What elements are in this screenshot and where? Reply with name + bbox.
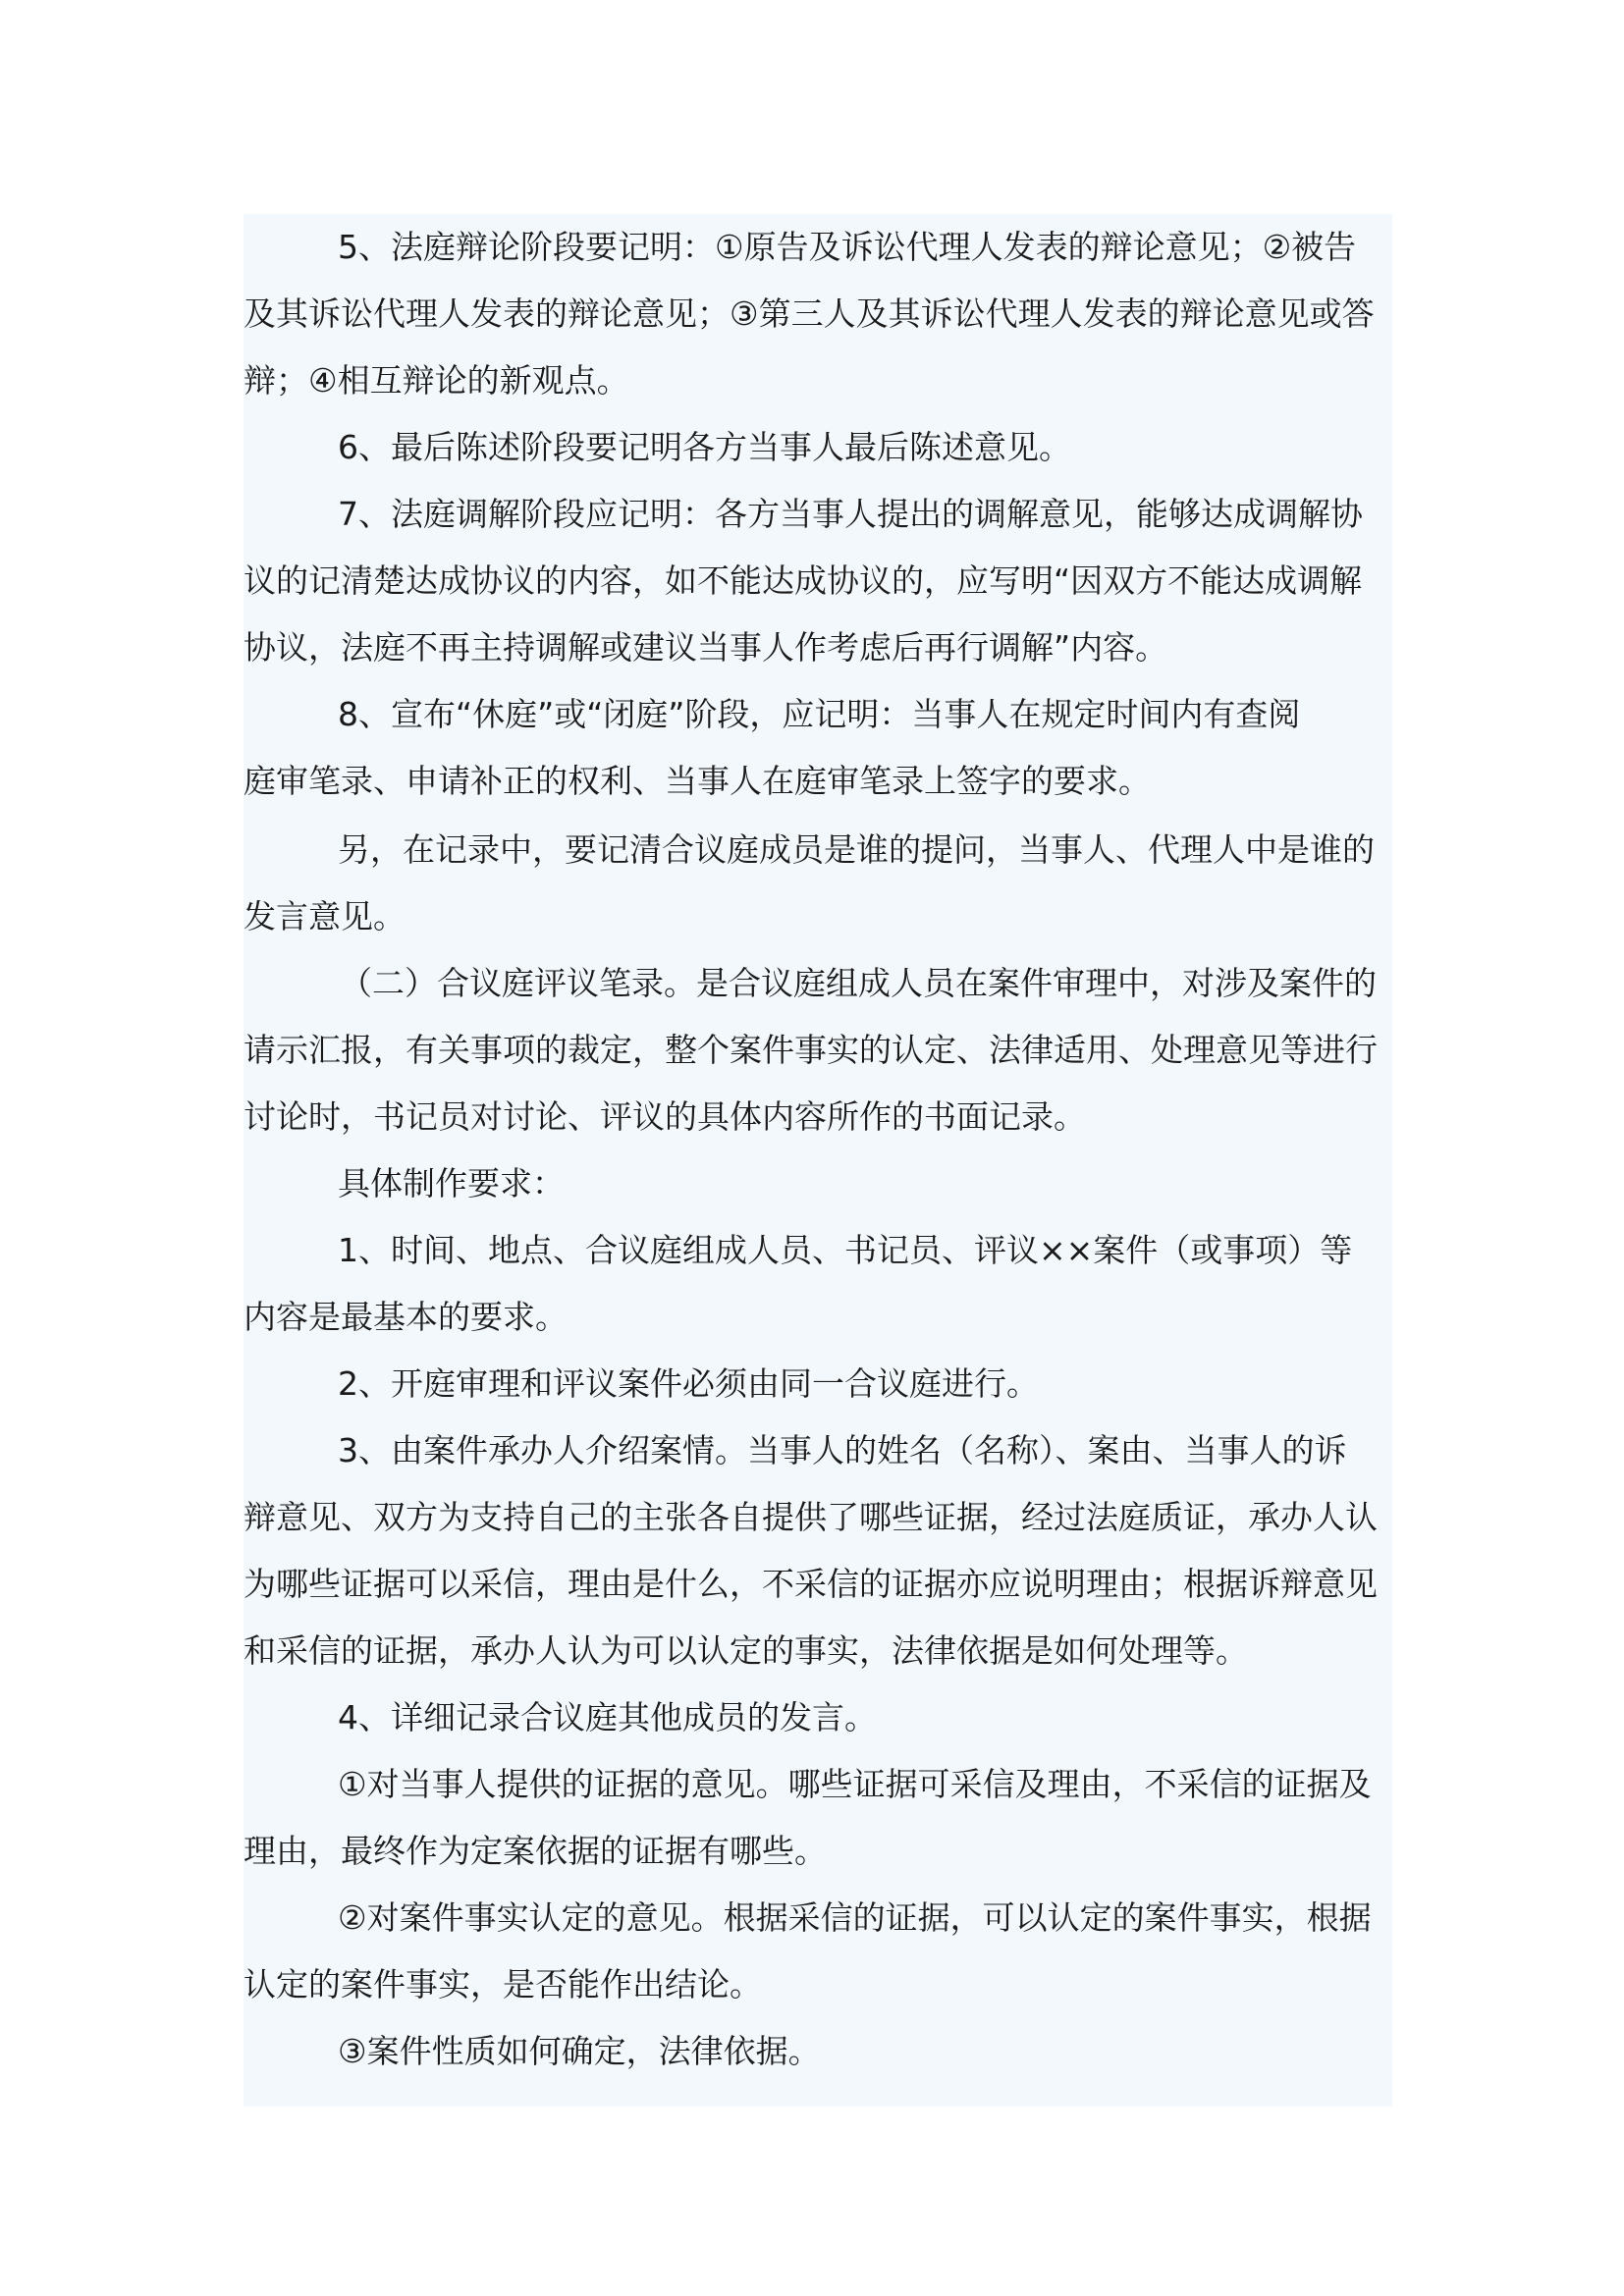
text-line: 和采信的证据，承办人认为可以认定的事实，法律依据是如何处理等。 [244,1631,1248,1670]
text-block [244,214,1392,2107]
text-line: 认定的案件事实，是否能作出结论。 [244,1965,762,2003]
text-line: 6、最后陈述阶段要记明各方当事人最后陈述意见。 [338,428,1071,466]
text-line: 辩意见、双方为支持自己的主张各自提供了哪些证据，经过法庭质证，承办人认 [244,1498,1378,1536]
text-line: 另，在记录中，要记清合议庭成员是谁的提问，当事人、代理人中是谁的 [338,830,1375,869]
text-line: 协议，法庭不再主持调解或建议当事人作考虑后再行调解”内容。 [244,628,1168,667]
text-line: 4、详细记录合议庭其他成员的发言。 [338,1698,877,1736]
text-line: 发言意见。 [244,897,406,935]
text-line: 庭审笔录、申请补正的权利、当事人在庭审笔录上签字的要求。 [244,762,1151,800]
text-line: 2、开庭审理和评议案件必须由同一合议庭进行。 [338,1364,1039,1403]
text-line: 3、由案件承办人介绍案情。当事人的姓名（名称）、案由、当事人的诉 [338,1431,1347,1469]
text-line: 议的记清楚达成协议的内容，如不能达成协议的，应写明“因双方不能达成调解 [244,561,1363,600]
text-line: 内容是最基本的要求。 [244,1298,568,1336]
text-line: 讨论时，书记员对讨论、评议的具体内容所作的书面记录。 [244,1097,1086,1136]
text-line: ③案件性质如何确定，法律依据。 [338,2032,821,2070]
text-line: 理由，最终作为定案依据的证据有哪些。 [244,1832,827,1870]
text-line: 请示汇报，有关事项的裁定，整个案件事实的认定、法律适用、处理意见等进行 [244,1031,1378,1069]
text-line: 7、法庭调解阶段应记明：各方当事人提出的调解意见，能够达成调解协 [338,495,1363,533]
text-line: （二）合议庭评议笔录。是合议庭组成人员在案件审理中，对涉及案件的 [340,964,1377,1002]
text-line: ②对案件事实认定的意见。根据采信的证据，可以认定的案件事实，根据 [338,1898,1372,1937]
text-line: 具体制作要求： [338,1164,565,1202]
text-line: 8、宣布“休庭”或“闭庭”阶段，应记明：当事人在规定时间内有查阅 [338,695,1301,733]
text-line: 5、法庭辩论阶段要记明：①原告及诉讼代理人发表的辩论意见；②被告 [338,228,1357,266]
text-line: ①对当事人提供的证据的意见。哪些证据可采信及理由，不采信的证据及 [338,1765,1372,1803]
text-line: 1、时间、地点、合议庭组成人员、书记员、评议××案件（或事项）等 [338,1231,1353,1269]
text-line: 及其诉讼代理人发表的辩论意见；③第三人及其诉讼代理人发表的辩论意见或答 [244,294,1375,333]
text-line: 辩；④相互辩论的新观点。 [244,361,629,400]
text-line: 为哪些证据可以采信，理由是什么，不采信的证据亦应说明理由；根据诉辩意见 [244,1565,1378,1603]
